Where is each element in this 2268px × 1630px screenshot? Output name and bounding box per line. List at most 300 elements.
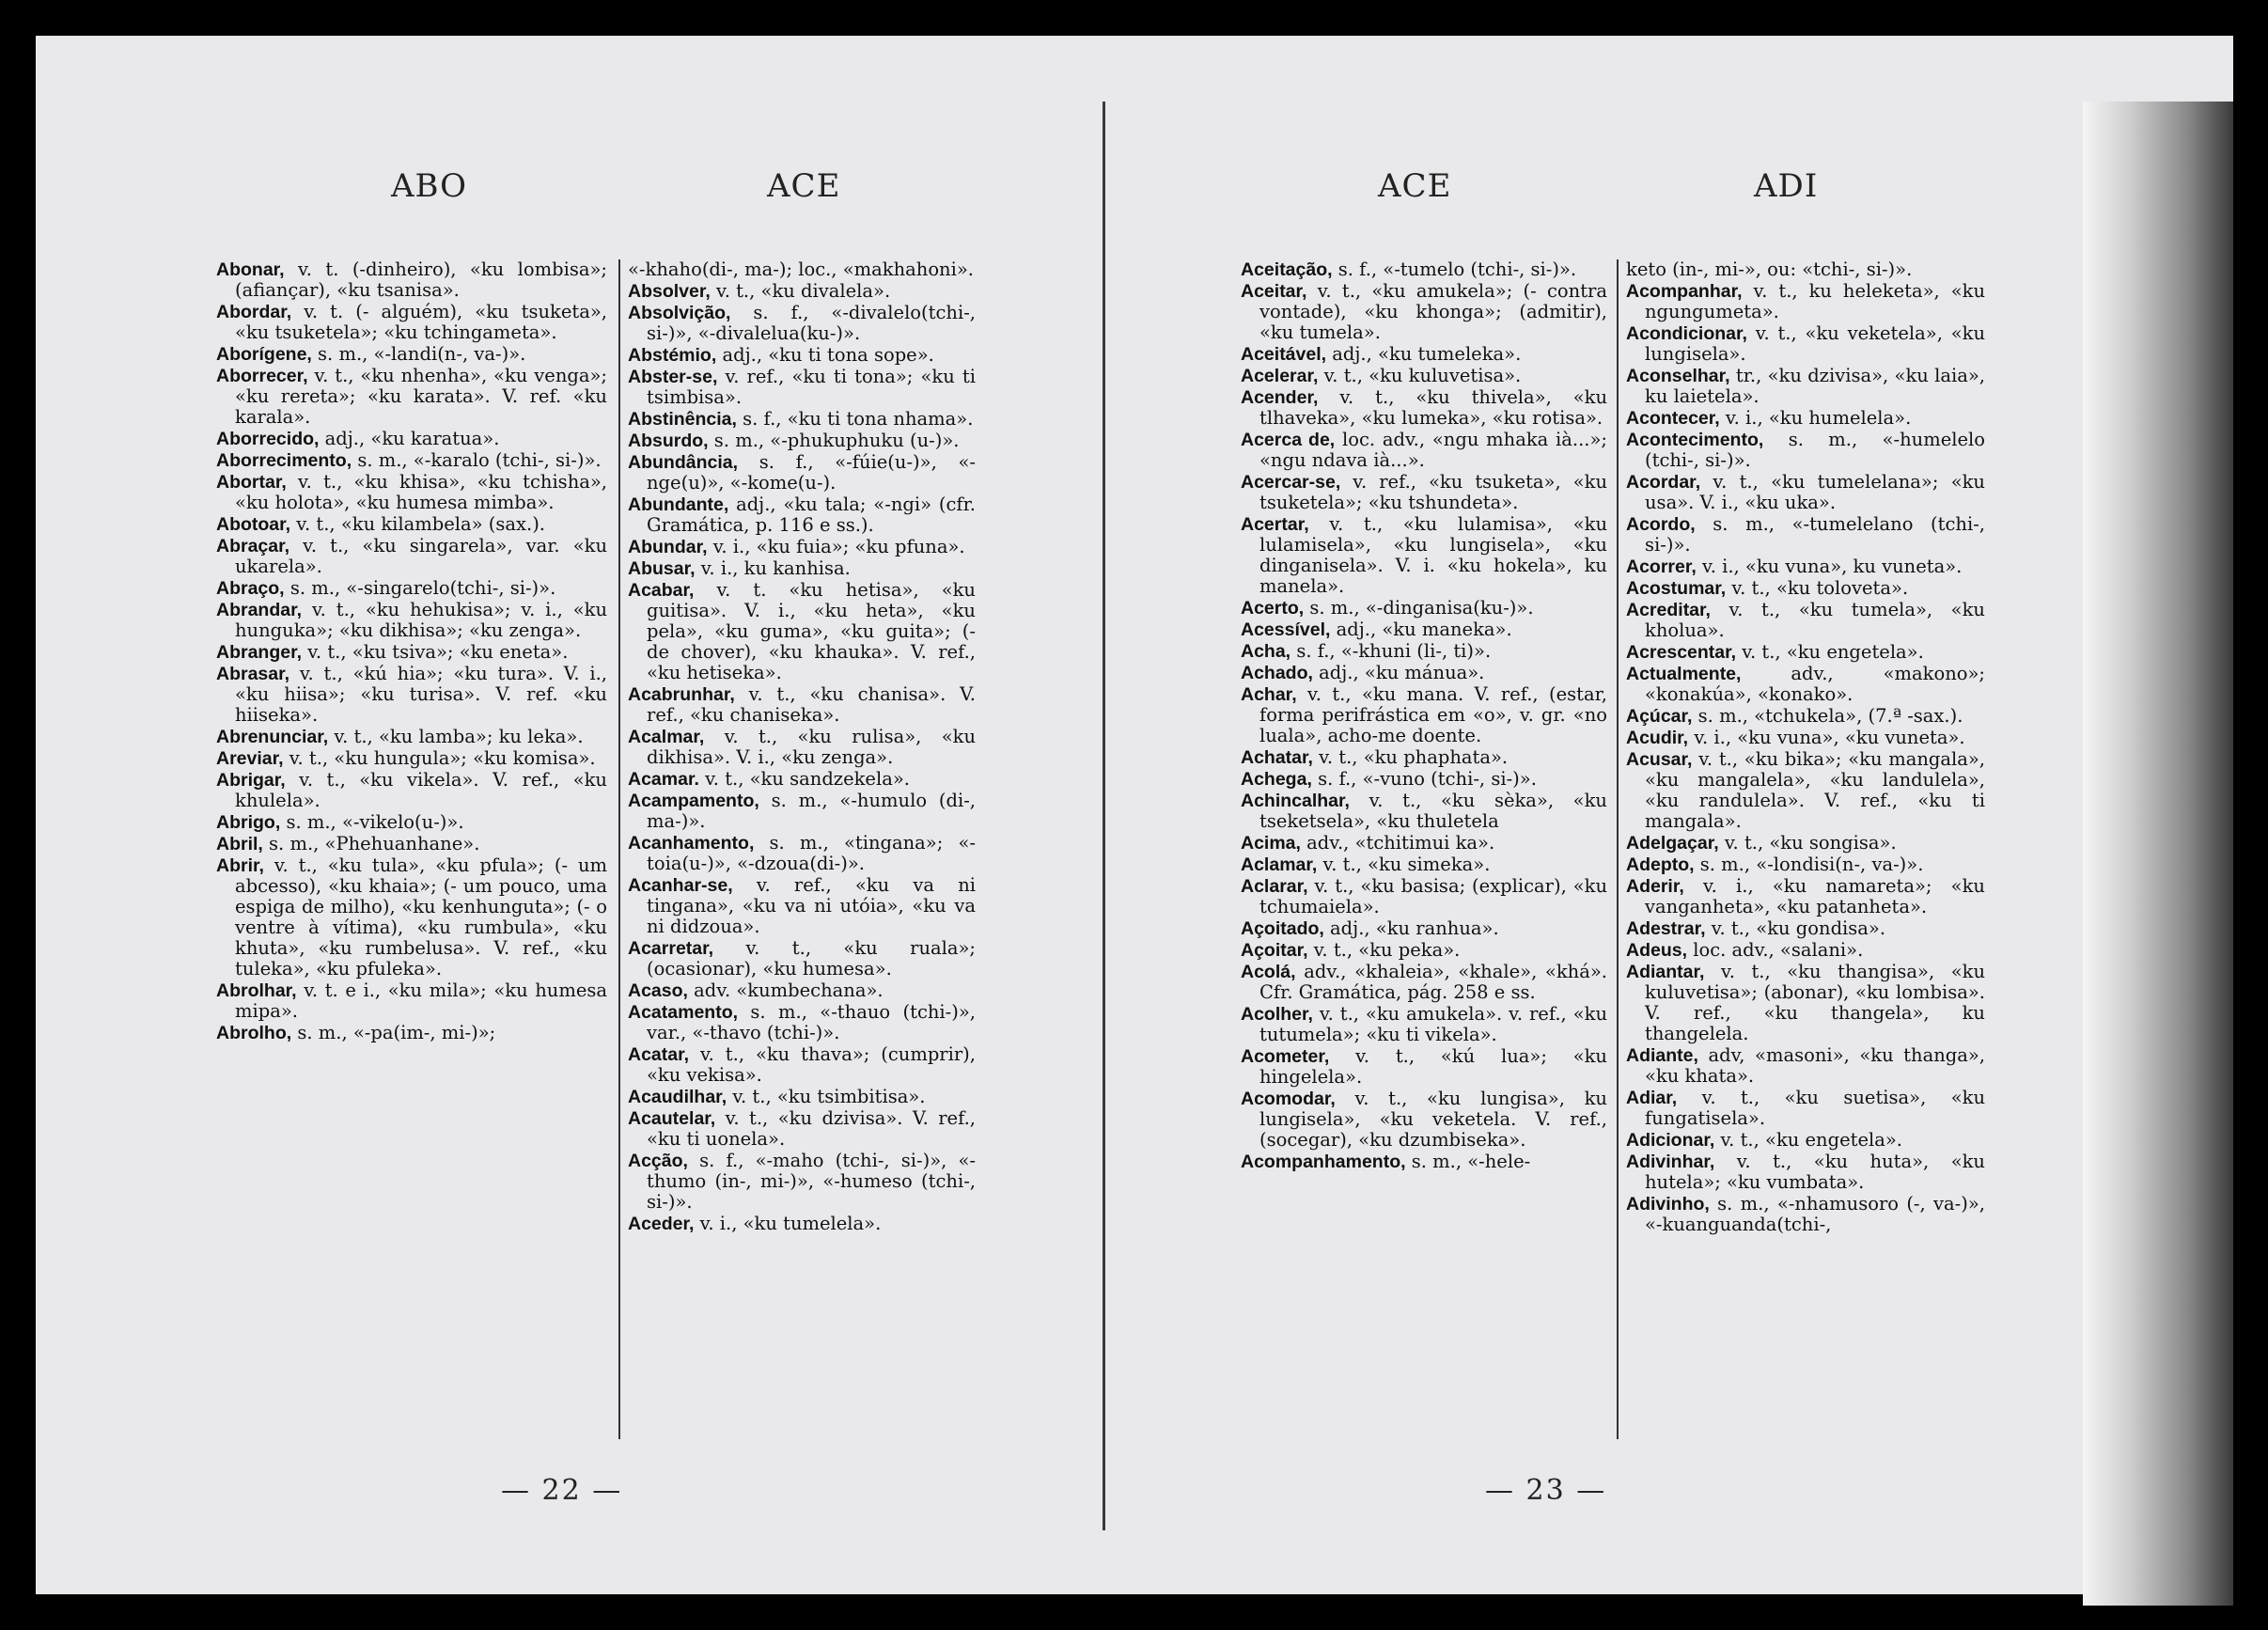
dictionary-entry: [1241, 387, 1607, 429]
headword: Abster-se,: [628, 367, 718, 387]
headword: Abril,: [216, 834, 263, 854]
dictionary-entry: [1241, 962, 1607, 1003]
definition: v. t., «ku amukela»; (- contra vontade), «ku khonga»; (admitir), «ku tumela».: [1259, 280, 1607, 343]
headword: Acolá,: [1241, 962, 1296, 982]
definition: v. t., «ku engetela».: [1720, 1129, 1903, 1151]
headword: Acatar,: [628, 1044, 690, 1065]
dictionary-entry: [628, 367, 976, 408]
headword: Acontecer,: [1626, 408, 1720, 429]
dictionary-entry: [1626, 281, 1985, 322]
dictionary-column: [628, 259, 976, 1444]
dictionary-entry: [216, 578, 607, 599]
definition: v. t., «ku lulamisa», «ku lulamisela», «ku lungisela», «ku dinganisela». V. i. «ku hokela», ku manela».: [1259, 513, 1607, 597]
definition: v. t., «ku bika»; «ku mangala», «ku mangalela», «ku landulela», «ku randulela». V. ref., «ku ti mangala».: [1645, 748, 1985, 832]
definition: v. t., «ku gondisa».: [1711, 917, 1886, 939]
headword: Adivinho,: [1626, 1194, 1710, 1215]
headword: Acrescentar,: [1626, 642, 1737, 663]
dictionary-entry: [628, 1044, 976, 1086]
definition: v. t., «ku lamba»; ku leka».: [334, 726, 584, 747]
dictionary-entry: [216, 1023, 607, 1043]
definition: adv, «masoni», «ku thanga», «ku khata».: [1645, 1044, 1985, 1087]
dictionary-entry: [1626, 1045, 1985, 1087]
dictionary-entry: [1241, 1046, 1607, 1088]
dictionary-entry: [216, 302, 607, 343]
dictionary-entry: [216, 259, 607, 301]
dictionary-entry: [628, 452, 976, 494]
dictionary-entry: [628, 938, 976, 980]
headword: Aborígene,: [216, 344, 312, 365]
definition: s. m., «-hele-: [1411, 1151, 1531, 1172]
definition: keto (in-, mi-», ou: «tchi-, si-)».: [1626, 259, 1913, 280]
dictionary-entry: [1626, 918, 1985, 939]
definition: v. t. «ku hetisa», «ku guitisa». V. i., «ku heta», «ku pela», «ku guma», «ku guita»; (- de chover), «ku khauka». V. ref., «ku hetiseka».: [647, 579, 976, 683]
dictionary-entry: [216, 664, 607, 726]
headword: Actualmente,: [1626, 664, 1742, 684]
dictionary-entry: [1241, 876, 1607, 917]
definition: s. f., «-vuno (tchi-, si-)».: [1318, 768, 1537, 790]
definition: loc. adv., «salani».: [1693, 939, 1864, 961]
dictionary-entry: [628, 980, 976, 1001]
headword: Abusar,: [628, 558, 696, 579]
headword: Abrir,: [216, 855, 264, 876]
dictionary-entry: [1626, 940, 1985, 961]
headword: Aclarar,: [1241, 876, 1308, 897]
headword: Achar,: [1241, 684, 1297, 705]
headword: Açúcar,: [1626, 706, 1693, 727]
dictionary-entry: [1241, 1152, 1607, 1172]
definition: v. t., «ku hehukisa»; v. i., «ku hunguka»; «ku dikhisa»; «ku zenga».: [235, 599, 607, 641]
definition: v. t., «ku phaphata».: [1319, 746, 1509, 768]
headword: Abstinência,: [628, 409, 737, 430]
dictionary-entry: [1626, 833, 1985, 854]
headword: Abraço,: [216, 578, 285, 599]
definition: v. t., «ku suetisa», «ku fungatisela».: [1645, 1087, 1985, 1129]
definition: s. m., «-humelelo (tchi-, si-)».: [1645, 429, 1985, 471]
definition: s. f., «ku ti tona nhama».: [743, 408, 974, 430]
definition: v. i., «ku fuia»; «ku pfuna».: [712, 536, 965, 557]
dictionary-entry: [1241, 259, 1607, 280]
dictionary-entry: [1241, 940, 1607, 961]
headword: Achega,: [1241, 769, 1312, 790]
dictionary-entry: [1626, 1088, 1985, 1129]
definition: v. t., «ku songisa».: [1724, 832, 1897, 854]
headword: Acordar,: [1626, 472, 1701, 493]
headword: Absurdo,: [628, 431, 709, 451]
definition: v. t., «ku amukela». v. ref., «ku tutumela»; «ku ti vikela».: [1259, 1003, 1607, 1045]
headword: Acordo,: [1626, 514, 1696, 535]
running-head-left: ACE: [1378, 167, 1452, 205]
headword: Acatamento,: [628, 1002, 739, 1023]
definition: «-khaho(di-, ma-); loc., «makhahoni».: [628, 259, 974, 280]
page-number: — 23 —: [1485, 1474, 1607, 1507]
headword: Aceitar,: [1241, 281, 1307, 302]
dictionary-entry: [1626, 876, 1985, 917]
headword: Acabrunhar,: [628, 684, 735, 705]
dictionary-entry: [1241, 1004, 1607, 1045]
definition: adj., «ku ti tona sope».: [722, 344, 934, 366]
headword: Abrandar,: [216, 600, 303, 620]
definition: s. m., «-vikelo(u-)».: [286, 811, 464, 833]
dictionary-entry: [1626, 259, 1985, 280]
dictionary-entry: [216, 429, 607, 449]
dictionary-entry: [1626, 430, 1985, 471]
dictionary-entry: [216, 366, 607, 428]
headword: Abundar,: [628, 537, 708, 557]
dictionary-entry: [1626, 664, 1985, 705]
dictionary-entry: [1241, 344, 1607, 365]
definition: v. t., «ku rulisa», «ku dikhisa». V. i., «ku zenga».: [647, 726, 976, 768]
definition: v. t., ku heleketa», «ku ngungumeta».: [1645, 280, 1985, 322]
definition: v. i., «ku tumelela».: [699, 1213, 882, 1234]
dictionary-entry: [216, 748, 607, 769]
definition: s. m., «-humulo (di-, ma-)».: [647, 790, 976, 832]
headword: Adelgaçar,: [1626, 833, 1719, 854]
headword: Acusar,: [1626, 749, 1693, 770]
definition: v. t., «ku tumelelana»; «ku usa». V. i., «ku uka».: [1645, 471, 1985, 513]
dictionary-entry: [216, 514, 607, 535]
definition: loc. adv., «ngu mhaka ià...»; «ngu ndava ià...».: [1259, 429, 1607, 471]
headword: Acima,: [1241, 833, 1301, 854]
headword: Acudir,: [1626, 728, 1689, 748]
headword: Abortar,: [216, 472, 287, 493]
headword: Aclamar,: [1241, 854, 1318, 875]
headword: Acompanhar,: [1626, 281, 1743, 302]
dictionary-entry: [628, 791, 976, 832]
dictionary-entry: [1626, 642, 1985, 663]
definition: v. t., «ku dzivisa». V. ref., «ku ti uonela».: [647, 1107, 976, 1150]
dictionary-entry: [216, 834, 607, 854]
definition: v. ref., «ku tsuketa», «ku tsuketela»; «ku tshundeta».: [1259, 471, 1607, 513]
definition: v. t., «ku chanisa». V. ref., «ku chaniseka».: [647, 683, 976, 726]
headword: Acondicionar,: [1626, 323, 1747, 344]
dictionary-entry: [1241, 769, 1607, 790]
dictionary-entry: [1241, 747, 1607, 768]
dictionary-column: [1241, 259, 1607, 1444]
headword: Aborrecido,: [216, 429, 320, 449]
definition: adv., «tchitimui ka».: [1306, 832, 1495, 854]
headword: Adicionar,: [1626, 1130, 1715, 1151]
definition: v. t., «ku hungula»; «ku komisa».: [289, 747, 596, 769]
definition: adj., «ku maneka».: [1336, 619, 1512, 640]
headword: Absolvição,: [628, 303, 731, 323]
definition: v. t., «ku thava»; (cumprir), «ku vekisa».: [647, 1043, 976, 1086]
headword: Adestrar,: [1626, 918, 1706, 939]
dictionary-entry: [628, 580, 976, 683]
dictionary-entry: [216, 450, 607, 471]
headword: Acanhamento,: [628, 833, 755, 854]
left-page: [36, 36, 1098, 1594]
dictionary-entry: [1241, 472, 1607, 513]
dictionary-entry: [1626, 514, 1985, 556]
dictionary-entry: [628, 303, 976, 344]
definition: s. f., «-tumelo (tchi-, si-)».: [1337, 259, 1577, 280]
headword: Acabar,: [628, 580, 695, 601]
headword: Abrolho,: [216, 1023, 292, 1043]
column-rule: [618, 259, 620, 1439]
definition: s. m., «-karalo (tchi-, si-)».: [357, 449, 602, 471]
dictionary-entry: [1241, 281, 1607, 343]
headword: Acaudilhar,: [628, 1087, 727, 1107]
dictionary-entry: [216, 812, 607, 833]
definition: s. m., «-landi(n-, va-)».: [318, 343, 526, 365]
headword: Acampamento,: [628, 791, 759, 811]
dictionary-entry: [1626, 578, 1985, 599]
definition: s. m., «Phehuanhane».: [269, 833, 480, 854]
dictionary-entry: [628, 558, 976, 579]
definition: adv. «kumbechana».: [694, 980, 884, 1001]
headword: Achincalhar,: [1241, 791, 1350, 811]
running-head-right: ADI: [1754, 167, 1819, 205]
definition: v. t., «ku ruala»; (ocasionar), «ku humesa».: [647, 937, 976, 980]
dictionary-entry: [216, 727, 607, 747]
definition: s. m., «-pa(im-, mi-)»;: [297, 1022, 496, 1043]
dictionary-entry: [628, 1087, 976, 1107]
headword: Açoitado,: [1241, 918, 1324, 939]
definition: v. t., «ku nhenha», «ku venga»; «ku rereta»; «ku karata». V. ref. «ku karala».: [235, 365, 607, 428]
dictionary-entry: [1241, 430, 1607, 471]
headword: Acaso,: [628, 980, 688, 1001]
headword: Acreditar,: [1626, 600, 1711, 620]
dictionary-entry: [628, 769, 976, 790]
dictionary-entry: [1626, 962, 1985, 1044]
dictionary-entry: [1626, 472, 1985, 513]
headword: Abrenunciar,: [216, 727, 329, 747]
definition: v. i., «ku humelela».: [1725, 407, 1912, 429]
headword: Acção,: [628, 1151, 688, 1171]
dictionary-entry: [628, 409, 976, 430]
dictionary-entry: [628, 345, 976, 366]
definition: v. t., «ku khisa», «ku tchisha», «ku holota», «ku humesa mimba».: [235, 471, 607, 513]
dictionary-entry: [216, 980, 607, 1022]
definition: v. ref., «ku va ni tingana», «ku va ni utóia», «ku va ni didzoua».: [647, 874, 976, 937]
headword: Abotoar,: [216, 514, 291, 535]
headword: Acompanhamento,: [1241, 1152, 1406, 1172]
dictionary-entry: [1626, 323, 1985, 365]
definition: v. i., «ku namareta»; «ku vanganheta», «ku patanheta».: [1645, 875, 1985, 917]
dictionary-entry: [1626, 1194, 1985, 1235]
definition: v. t., «ku tumela», «ku kholua».: [1645, 599, 1985, 641]
definition: v. t., «ku tula», «ku pfula»; (- um abcesso), «ku khaia»; (- um pouco, uma espiga de milho), «ku kenhunguta»; (- o ventre à vítima), «ku rumbula», «ku khuta», «ku rumbelusa». V. ref., «ku tuleka», «ku pfuleka».: [235, 854, 607, 980]
definition: v. t. (-dinheiro), «ku lombisa»; (afiançar), «ku tsanisa».: [235, 259, 607, 301]
headword: Acometer,: [1241, 1046, 1330, 1067]
headword: Acender,: [1241, 387, 1319, 408]
headword: Aborrecer,: [216, 366, 308, 386]
headword: Abundância,: [628, 452, 739, 473]
headword: Abraçar,: [216, 536, 290, 556]
definition: v. t., «kú hia»; «ku tura». V. i., «ku hiisa»; «ku turisa». V. ref. «ku hiiseka».: [235, 663, 607, 726]
headword: Acerca de,: [1241, 430, 1336, 450]
dictionary-entry: [628, 1002, 976, 1043]
definition: v. t. (- alguém), «ku tsuketa», «ku tsuketela»; «ku tchingameta».: [235, 301, 607, 343]
headword: Acanhar-se,: [628, 875, 733, 896]
dictionary-entry: [1241, 918, 1607, 939]
column-rule: [1617, 259, 1619, 1439]
headword: Aborrecimento,: [216, 450, 352, 471]
headword: Acomodar,: [1241, 1089, 1336, 1109]
dictionary-entry: [1241, 791, 1607, 832]
definition: s. m., «-singarelo(tchi-, si-)».: [289, 577, 556, 599]
definition: s. f., «-khuni (li-, ti)».: [1296, 640, 1492, 662]
headword: Açoitar,: [1241, 940, 1308, 961]
headword: Acercar-se,: [1241, 472, 1341, 493]
definition: s. f., «-fúie(u-)», «-nge(u)», «-kome(u-).: [647, 451, 976, 494]
definition: v. t., «ku singarela», var. «ku ukarela».: [235, 535, 607, 577]
definition: s. m., «-nhamusoro (-, va-)», «-kuanguanda(tchi-,: [1645, 1193, 1985, 1235]
definition: v. t., «ku veketela», «ku lungisela».: [1645, 322, 1985, 365]
scan-sheet: [36, 36, 2233, 1594]
headword: Adepto,: [1626, 854, 1695, 875]
definition: v. t., «ku lungisa», ku lungisela», «ku veketela. V. ref., (socegar), «ku dzumbiseka».: [1259, 1088, 1607, 1151]
headword: Acautelar,: [628, 1108, 716, 1129]
dictionary-entry: [1241, 641, 1607, 662]
dictionary-entry: [1626, 1130, 1985, 1151]
dictionary-entry: [216, 536, 607, 577]
headword: Adiantar,: [1626, 962, 1705, 982]
headword: Acostumar,: [1626, 578, 1727, 599]
dictionary-entry: [1241, 619, 1607, 640]
headword: Adeus,: [1626, 940, 1688, 961]
definition: v. t., «ku toloveta».: [1731, 577, 1909, 599]
headword: Acalmar,: [628, 727, 705, 747]
definition: s. f., «-divalelo(tchi-, si-)», «-divalelua(ku-)».: [647, 302, 976, 344]
definition: adj., «ku tumeleka».: [1332, 343, 1522, 365]
headword: Acorrer,: [1626, 556, 1697, 577]
definition: v. t., «ku peka».: [1313, 939, 1461, 961]
dictionary-entry: [628, 727, 976, 768]
headword: Absolver,: [628, 281, 711, 302]
dictionary-entry: [1626, 366, 1985, 407]
definition: v. t., «ku divalela».: [716, 280, 891, 302]
page-number: — 22 —: [501, 1474, 623, 1507]
dictionary-entry: [628, 1151, 976, 1213]
definition: s. m., «-tumelelano (tchi-, si-)».: [1645, 513, 1985, 556]
definition: v. t., «ku huta», «ku hutela»; «ku vumbata».: [1645, 1151, 1985, 1193]
dictionary-entry: [1241, 663, 1607, 683]
definition: adj., «ku karatua».: [324, 428, 500, 449]
headword: Areviar,: [216, 748, 284, 769]
definition: s. m., «tingana»; «-toia(u-)», «-dzoua(di-)».: [647, 832, 976, 874]
definition: v. i., «ku vuna», «ku vuneta».: [1694, 727, 1965, 748]
definition: v. t., «ku tsiva»; «ku eneta».: [307, 641, 569, 663]
definition: adj., «ku tala; «-ngi» (cfr. Gramática, p. 116 e ss.).: [647, 494, 976, 536]
definition: v. t., «ku engetela».: [1742, 641, 1924, 663]
dictionary-entry: [1241, 366, 1607, 386]
headword: Acelerar,: [1241, 366, 1319, 386]
dictionary-entry: [216, 770, 607, 811]
definition: v. t., «ku basisa; (explicar), «ku tchumaiela».: [1259, 875, 1607, 917]
dictionary-entry: [1626, 728, 1985, 748]
dictionary-entry: [628, 259, 976, 280]
definition: s. m., «-thauo (tchi-)», var., «-thavo (tchi-)».: [647, 1001, 976, 1043]
right-page: [1098, 36, 2233, 1594]
dictionary-entry: [628, 281, 976, 302]
dictionary-entry: [216, 642, 607, 663]
definition: v. t., «ku sandzekela».: [705, 768, 910, 790]
headword: Adivinhar,: [1626, 1152, 1715, 1172]
headword: Abordar,: [216, 302, 292, 322]
headword: Abonar,: [216, 259, 285, 280]
definition: v. t., «ku thangisa», «ku kuluvetisa»; (abonar), «ku lombisa». V. ref., «ku thangela», ku thangelela.: [1645, 961, 1985, 1044]
definition: adj., «ku ranhua».: [1330, 917, 1499, 939]
headword: Aceder,: [628, 1214, 695, 1234]
definition: v. t., «ku tsimbitisa».: [732, 1086, 926, 1107]
definition: adv., «makono»; «konakúa», «konako».: [1645, 663, 1985, 705]
definition: adv., «khaleia», «khale», «khá». Cfr. Gramática, pág. 258 e ss.: [1259, 961, 1607, 1003]
headword: Acamar.: [628, 769, 699, 790]
dictionary-entry: [1626, 600, 1985, 641]
headword: Aceitação,: [1241, 259, 1333, 280]
headword: Acertar,: [1241, 514, 1309, 535]
headword: Aderir,: [1626, 876, 1684, 897]
definition: adj., «ku mánua».: [1319, 662, 1485, 683]
definition: s. m., «-phukuphuku (u-)».: [713, 430, 960, 451]
dictionary-entry: [1626, 408, 1985, 429]
dictionary-entry: [1626, 749, 1985, 832]
next-page-edge: [2083, 102, 2233, 1606]
definition: v. t., «ku thivela», «ku tlhaveka», «ku lumeka», «ku rotisa».: [1259, 386, 1607, 429]
headword: Aconselhar,: [1626, 366, 1730, 386]
definition: v. t., «ku kuluvetisa».: [1323, 365, 1522, 386]
headword: Acerto,: [1241, 598, 1305, 619]
definition: v. t., «ku kilambela» (sax.).: [296, 513, 545, 535]
dictionary-entry: [216, 344, 607, 365]
dictionary-entry: [1626, 556, 1985, 577]
headword: Adiar,: [1626, 1088, 1678, 1108]
definition: s. m., «tchukela», (7.ª -sax.).: [1697, 705, 1963, 727]
dictionary-entry: [1241, 598, 1607, 619]
dictionary-entry: [628, 833, 976, 874]
dictionary-entry: [628, 684, 976, 726]
dictionary-entry: [1241, 1089, 1607, 1151]
dictionary-entry: [628, 431, 976, 451]
headword: Abranger,: [216, 642, 303, 663]
dictionary-entry: [1241, 854, 1607, 875]
headword: Adiante,: [1626, 1045, 1698, 1066]
headword: Acolher,: [1241, 1004, 1313, 1025]
dictionary-column: [216, 259, 607, 1444]
dictionary-entry: [628, 537, 976, 557]
dictionary-entry: [216, 855, 607, 980]
dictionary-column: [1626, 259, 1985, 1444]
definition: s. m., «-londisi(n-, va-)».: [1699, 854, 1924, 875]
headword: Abrasar,: [216, 664, 290, 684]
dictionary-entry: [628, 494, 976, 536]
definition: s. f., «-maho (tchi-, si-)», «-thumo (in-, mi-)», «-humeso (tchi-, si-)».: [647, 1150, 976, 1213]
headword: Abrolhar,: [216, 980, 297, 1001]
headword: Acessível,: [1241, 619, 1331, 640]
running-head-right: ACE: [767, 167, 841, 205]
definition: v. t. e i., «ku mila»; «ku humesa mipa».: [235, 980, 607, 1022]
definition: v. t., «ku sèka», «ku tseketsela», «ku thuletela: [1259, 790, 1607, 832]
dictionary-entry: [1626, 706, 1985, 727]
definition: v. t., «ku simeka».: [1322, 854, 1491, 875]
dictionary-entry: [1241, 514, 1607, 597]
headword: Abstémio,: [628, 345, 717, 366]
running-head-left: ABO: [391, 167, 468, 205]
definition: v. t., «kú lua»; «ku hingelela».: [1259, 1045, 1607, 1088]
definition: v. i., ku kanhisa.: [700, 557, 851, 579]
headword: Abrigo,: [216, 812, 281, 833]
dictionary-entry: [628, 875, 976, 937]
definition: v. t., «ku vikela». V. ref., «ku khulela».: [235, 769, 607, 811]
headword: Abrigar,: [216, 770, 286, 791]
headword: Abundante,: [628, 494, 729, 515]
dictionary-entry: [1626, 1152, 1985, 1193]
dictionary-entry: [1241, 833, 1607, 854]
headword: Aceitável,: [1241, 344, 1327, 365]
headword: Achado,: [1241, 663, 1313, 683]
definition: v. t., «ku mana. V. ref., (estar, forma perifrástica em «o», v. gr. «no luala», acho-me doente.: [1259, 683, 1607, 746]
